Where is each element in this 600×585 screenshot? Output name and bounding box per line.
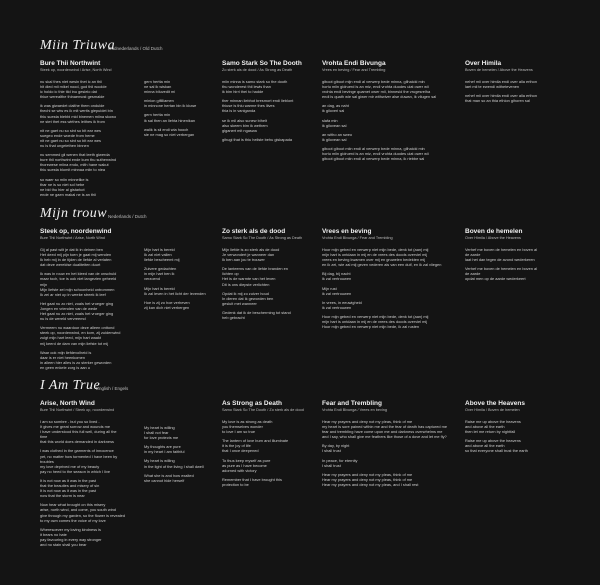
lyric-stanza: Raise me up above the heavens and above all the earth so that everyone shall trust the earth bbox=[465, 438, 528, 454]
lyric-stanza: My love is as strong as death you themselves wonder to love I am so true bbox=[222, 419, 273, 435]
lyric-stanza: Vermeem nu waardoor deze alleen onttond steek op, noordenwind, en kom, zij zuidenwind zuigt mijn hart leed, mijn hart waakt mij keerd de dam van mijn liefste tot mij bbox=[40, 325, 121, 346]
song-title: Vrees en beving bbox=[322, 228, 372, 235]
song-subtitle: Boven de hemelen / Above the Heavens bbox=[465, 68, 533, 72]
lyric-stanza: My heart is willing I shall not fear for love protects me bbox=[144, 425, 179, 441]
song-block bbox=[40, 60, 215, 201]
lyric-stanza: Hear my prayers and deny not my pleas, think of me my heart is sore pained within me and the fear of death has captured me fear and trembling have come upon me and darkness overwhelms me and I say, who shall give me feathers like those of a dove and let me fly? bbox=[322, 419, 448, 440]
section-title: Mijn trouw bbox=[40, 206, 108, 221]
lyric-stanza: gern hertta min ik sal then an liehta hinenikan bbox=[144, 112, 196, 123]
song-title: Over Himila bbox=[465, 60, 502, 67]
lyric-stanza: miin minna is samo stark so the dooth thu wonderest thii lewis than ik bim hirri thei to hadde bbox=[222, 79, 288, 95]
song-subtitle: Vrees en beving / Fear and Trembling bbox=[322, 68, 386, 72]
song-subtitle: Steek op, noordenwind / Arise, North Wind bbox=[40, 68, 112, 72]
song-block bbox=[465, 228, 580, 286]
lyric-stanza: nehef mii over himila endi over alla erthon that man so an thia ethion gihoren sal bbox=[465, 93, 538, 104]
song-title: As Strong as Death bbox=[222, 400, 282, 407]
lyric-stanza: ik was giwaedet claithe them ondulde thechi se wiw es ik mit wertis giepuidet bin thiu suesta biebbi mid binemen miina skowo ne stet thet ess wirthes leithes ik from bbox=[40, 103, 117, 124]
song-title: Fear and Trembling bbox=[322, 400, 382, 407]
song-title: Vrohta Endi Bivunga bbox=[322, 60, 386, 67]
song-title: Zo sterk als de dood bbox=[222, 228, 286, 235]
lyric-stanza: Hoor mijn gebed en verwerp niet mijn bede, denk tot (aan) mij mijn hart is ontdaan in mij en de vrees des doods overviel mij Hoor mijn gebed en verwerp niet mijn bede, ik zal rusten bbox=[322, 313, 429, 330]
song-block bbox=[322, 228, 452, 333]
lyric-stanza: so waer so miin minnelike is thar ne is so niet sol hebe ne bid thu hier al gistarkot ende ne gaen makal ne is an thii bbox=[40, 176, 97, 197]
song-title: Steek op, noordenwind bbox=[40, 228, 112, 235]
lyric-stanza: Gij al past wilt je dat ik in deinen ben Het deed mij pijn toen je gaat mij wenden Ik heb mij in de tijden de liefde al verlaten dat deze wereldse dualiteiten duurt bbox=[40, 247, 112, 268]
lyric-stanza: Now hear what brought on this misery arise, north wind, and come, you south wind give through my garden, so the flower is revealed to my own comes the voice of my love bbox=[40, 502, 125, 523]
song-subtitle: Vrohta Endi Bivunga / Fear and Trembling bbox=[322, 236, 393, 240]
song-subtitle: Samo Stark So The Dooth / Zo sterk als de dood bbox=[222, 408, 304, 412]
lyric-stanza: Verhef me boven de hemelen en boven al de aarde laat het dan tegen de avond wederkeren bbox=[465, 247, 538, 263]
lyric-stanza: Raise me up above the heavens and above all the earth then let me return by nightfall bbox=[465, 419, 521, 435]
lyric-stanza: Verhef me boven de hemelen en boven al de aarde opdat men op de aarde wederkeert bbox=[465, 266, 538, 282]
lyric-stanza: ther minnan liebhot bresmort endi lieblont thiuse is thiu warme thes liives thia is in vaniganda bbox=[222, 98, 294, 114]
lyric-stanza: minion gifilliamen in minnone hertan bin ik kluwe bbox=[144, 98, 197, 109]
song-title: Above the Heavens bbox=[465, 400, 525, 407]
section-language: English / Engels bbox=[96, 386, 129, 391]
lyric-stanza: Mijn hart is bereid Ik zal leven in het licht der levenden bbox=[144, 285, 206, 296]
song-title: Boven de hemelen bbox=[465, 228, 523, 235]
song-subtitle: Bure Thii Northwint / Arise, North Wind bbox=[40, 236, 105, 240]
lyric-stanza: walik is sii endi wia hooch sie ne mag so niet verbergan bbox=[144, 126, 195, 137]
lyric-stanza: Waar ook mijn liefdevolheid is daar is er niet heenkomen in alleen hier alles is zo sterker geworden en geen enkele zorg is aan u bbox=[40, 349, 112, 370]
song-subtitle: Over Himila / Above the Heavens bbox=[465, 236, 521, 240]
lyric-stanza: I am so sombre - but you so lived - It gives me great sorrow and wounds me I have understood this full well, during all the time that this world does demanded in darkness bbox=[40, 419, 117, 445]
lyric-stanza: I was clothed in the garments of innocence yet, no matter how tormented I have been by troubles my love deprived me of my beauty pay no heed to the season in which I live bbox=[40, 448, 118, 474]
lyric-stanza: giboot giboot miin endi al verwerp bede minna, gilhaicki min hortu miin gidruerd is an miz, endi vrohta duodes uiat ower wii giboot giboot miin endi al verwerp bede minna, ik riebbe sal bbox=[322, 145, 429, 162]
lyric-stanza: Bij dag, bij nacht ik zal vertrouwen bbox=[322, 271, 352, 282]
lyric-stanza: My thoughts are pure in my heart I am faithful bbox=[144, 444, 185, 455]
song-subtitle: Bure Thii Northwint / Steek op, noordenwind bbox=[40, 408, 115, 412]
lyric-stanza: an dag, as naht ik giloveri sal bbox=[322, 103, 349, 114]
lyric-stanza: The lantern of love burn and illuminate it is the joy of life that I once deepened bbox=[222, 438, 289, 454]
song-title: Bure Thii Northwint bbox=[40, 60, 101, 67]
lyric-stanza: My heart is willing in the light of the living I shall dwell bbox=[144, 458, 204, 469]
song-subtitle: Samo Stark So The Dooth / As Strong as Death bbox=[222, 236, 303, 240]
lyric-stanza: It is not now as it was in the past that the beauties and misery of sin It is not now as it was in the past now that the storm is near bbox=[40, 477, 100, 499]
section-title: Miin Triuwa bbox=[40, 38, 116, 53]
song-block bbox=[465, 400, 580, 458]
song-block bbox=[40, 400, 215, 551]
lyric-stanza: To thus keep myself as pure as pure as I have become adorned with victory bbox=[222, 457, 271, 473]
song-subtitle: Over Himila / Boven de hemelen bbox=[465, 408, 520, 412]
song-block bbox=[40, 228, 215, 374]
lyric-stanza: What she is and how exalted she cannot hide herself bbox=[144, 472, 194, 483]
song-title: Arise, North Wind bbox=[40, 400, 95, 407]
lyric-stanza: Opdat ik mij zo zuiver houd In dieren dat ik geworden ben gesluit met wanneer bbox=[222, 290, 274, 306]
song-block bbox=[322, 400, 452, 491]
lyric-stanza: Hear my prayers and deny not my pleas, think of me Hear my prayers and deny not my pleas, think of me Hear my prayers and deny not my pleas, and I shall rest bbox=[322, 471, 419, 487]
lyric-stanza: By day, by night I shall trust bbox=[322, 443, 350, 454]
lyric-stanza: Zuivere gedachten in mijn hart ben ik verzoend bbox=[144, 266, 177, 282]
lyric-stanza: Mijn hart is bereid Ik zal niet vallen liefde bescheemt mij bbox=[144, 247, 180, 263]
lyric-stanza: Wheresoever my loving kindness is it bears no hate pay favouring in every way stronger and no stain shall you bear bbox=[40, 526, 102, 547]
song-subtitle: Vrohta Endi Bivunga / Vrees en beving bbox=[322, 408, 387, 412]
lyric-stanza: gihugi that is thiu heilste behu giskapada bbox=[222, 136, 293, 142]
song-block bbox=[465, 60, 580, 107]
lyric-stanza: nu semmed gii wenen that leeth giwerda bure thii northwint ende kum thu suthenwind thorewese miina endo, mith hane wakut thiu suesta blomit minnaa miin to niea bbox=[40, 152, 117, 173]
lyric-stanza: giboot giboot mijn endi al verwerp bede minna, gilhaicki min hortu miin gidruerd is an miz, endi vrohta duodes uiat ower wii vrohta endi bevinge quamet ower mii, binnesid the vrugesrelha endi is quath wie sal giwer mir withwiver alse duwan, ik vliugen sal bbox=[322, 79, 437, 100]
lyric-stanza: De lanteerns van de liefde branden en lichten op Het is de warmte van het leven Dit is ons diepste verlichten bbox=[222, 266, 288, 287]
lyric-stanza: Mijn rust ik zal vertrouwen bbox=[322, 285, 352, 296]
lyric-stanza: Hoe is zij zo hoe verheven zij kan dich niet verbergen bbox=[144, 299, 190, 310]
lyric-stanza: nu skal thes niet wesin thet ic an thii hit died mii mikel nood, god thii woolde ic holdo ic thie tiid inu gesieio dat thiue werealthe thinaemost gesmalde bbox=[40, 79, 107, 100]
lyric-stanza: an witho an sweo ik gilovean sal bbox=[322, 131, 353, 142]
lyric-stanza: gern hertta min ne sal ik wiskan minna biluvedit mi bbox=[144, 79, 176, 95]
song-block bbox=[322, 60, 452, 165]
lyric-stanza: Mijn liefde is zo sterk als de dood Je verwondert je wanneer dan Ik ben aan jou te trouwer bbox=[222, 247, 280, 263]
lyric-stanza: Gedenk dat ik de bescherming tot stand heb gebracht bbox=[222, 309, 291, 321]
lyric-stanza: Remember that I have brought this protection to be bbox=[222, 476, 282, 487]
lyric-stanza: Het gaat nu zo niet, zoals het vroeger ging Jongen en vrienden van de wede Het gaat nu zo niet, zoals het vroeger ging nu is de wereld vervreemd bbox=[40, 300, 114, 322]
section-language: Oudnederlands / Old Dutch bbox=[108, 46, 163, 51]
song-block bbox=[222, 60, 317, 146]
song-block bbox=[222, 400, 317, 491]
lyric-stanza: In vrees, in eeuwigheid ik zal vertrouwen bbox=[322, 299, 362, 310]
lyric-stanza: Ik was in rouw en het kleed van de onschuld maar toch, toe is ook niet langezien geheeld mijn Mijn liefste zei mijn schoonheid ontrommen Ik zei ar niet op in weeke streek ik leef bbox=[40, 271, 117, 297]
section-language: Nederlands / Dutch bbox=[108, 214, 147, 219]
lyric-stanza: slafa min ik gilovean sal bbox=[322, 117, 347, 128]
song-subtitle: Zo sterk als de dood / As Strong as Death bbox=[222, 68, 293, 72]
lyric-stanza: se ik mil also sunew bihelt also skeem bim ik wethem giganert mit ngaswa bbox=[222, 117, 268, 133]
section-title: I Am True bbox=[40, 378, 101, 393]
song-block bbox=[222, 228, 317, 324]
song-title: Samo Stark So The Dooth bbox=[222, 60, 302, 67]
lyric-stanza: nehef mii over himila endi over alla erthon laet mii te ewendi withetevenen bbox=[465, 79, 538, 90]
lyric-stanza: In peace, for eternity I shall trust bbox=[322, 457, 358, 468]
lyric-stanza: nit ne gaet nu so sint so bit ear wes suegeo ende woede from heme nit ne gaet nu so sint so bit ear wes nu is that ungelethen binnen bbox=[40, 127, 101, 149]
lyric-stanza: Hoor mijn gebed en verwerp niet mijn bede, denk tot (aan) mij mijn hart is ontdaan in mij en de vrees des doods overviel mij vrees en beving kwamen over mij en gruwelen bedekten mij en ik zei, wie zal mij geven vederen als van een duif, en ik zal vliegen bbox=[322, 247, 442, 268]
